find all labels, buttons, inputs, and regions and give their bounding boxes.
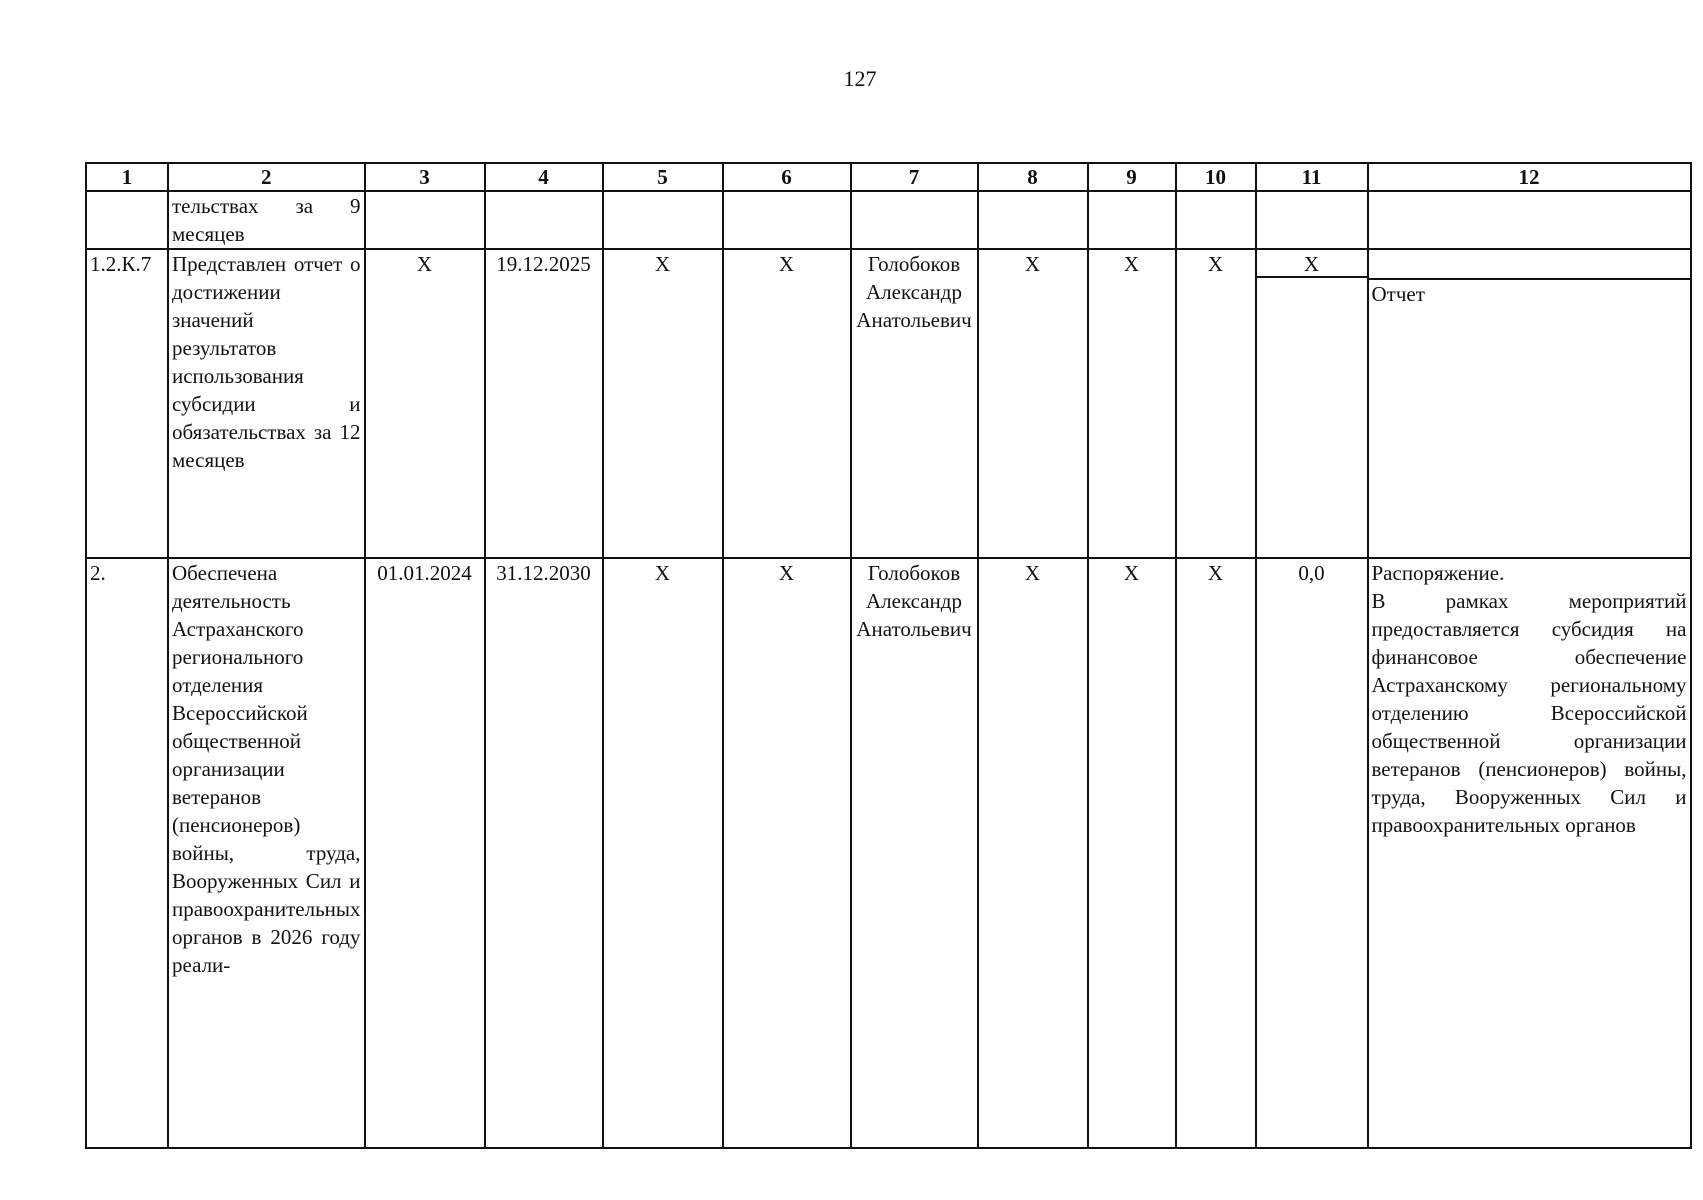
col12-cell — [1368, 191, 1691, 249]
column-header-3: 3 — [365, 163, 485, 191]
result-name-cell: Представлен отчет о достижении значений результатов использования субсидии и обязательствах за 12 месяцев — [168, 249, 365, 558]
col12-text: В рамках мероприятий предоставляется субсидия на финансовое обеспечение Астраханскому региональному отделению Всероссийской общественной организации ветеранов (пенсионеров) войны, труда, Вооруженных Сил и правоохранительных органов — [1371, 589, 1687, 837]
end-date-cell: 19.12.2025 — [485, 249, 603, 558]
start-date-cell — [365, 191, 485, 249]
col5-cell: X — [603, 249, 723, 558]
col12-divider — [1369, 250, 1690, 280]
col10-cell: X — [1176, 558, 1256, 1148]
main-table — [85, 162, 1692, 1149]
col9-cell: X — [1088, 249, 1176, 558]
col12-title: Распоряжение. — [1371, 561, 1505, 585]
header-row — [86, 163, 1691, 191]
responsible-cell: Голобоков Александр Анатольевич — [851, 249, 978, 558]
col11-cell — [1256, 191, 1368, 249]
column-header-11: 11 — [1256, 163, 1368, 191]
column-header-10: 10 — [1176, 163, 1256, 191]
page-number: 127 — [843, 66, 877, 91]
col6-cell: X — [723, 558, 851, 1148]
table-row-2 — [86, 558, 1691, 1148]
responsible-cell — [851, 191, 978, 249]
col12-cell — [1368, 558, 1691, 1148]
row-number-cell: 1.2.К.7 — [86, 249, 168, 558]
column-header-6: 6 — [723, 163, 851, 191]
column-header-2: 2 — [168, 163, 365, 191]
column-header-4: 4 — [485, 163, 603, 191]
col12-cell — [1368, 249, 1691, 558]
col5-cell — [603, 191, 723, 249]
row-number-cell — [86, 191, 168, 249]
col10-cell: X — [1176, 249, 1256, 558]
table-row-1-2-k-7 — [86, 249, 1691, 558]
result-name-cell: тельствах за 9 месяцев — [168, 191, 365, 249]
responsible-cell: Голобоков Александр Анатольевич — [851, 558, 978, 1148]
column-header-12: 12 — [1368, 163, 1691, 191]
column-header-1: 1 — [86, 163, 168, 191]
column-header-8: 8 — [978, 163, 1088, 191]
start-date-cell: X — [365, 249, 485, 558]
col12-text: Отчет — [1371, 282, 1425, 306]
col8-cell: X — [978, 249, 1088, 558]
col9-cell: X — [1088, 558, 1176, 1148]
column-header-5: 5 — [603, 163, 723, 191]
end-date-cell — [485, 191, 603, 249]
result-name-cell: Обеспечена деятельность Астраханского регионального отделения Всероссийской общественной организации ветеранов (пенсионеров) войны, труда, Вооруженных Сил и правоохранительных органов в 2026 году реали- — [168, 558, 365, 1148]
col11-cell: 0,0 — [1256, 558, 1368, 1148]
column-header-7: 7 — [851, 163, 978, 191]
col8-cell — [978, 191, 1088, 249]
col6-cell — [723, 191, 851, 249]
col8-cell: X — [978, 558, 1088, 1148]
col10-cell — [1176, 191, 1256, 249]
col11-cell — [1256, 249, 1368, 558]
column-header-9: 9 — [1088, 163, 1176, 191]
col9-cell — [1088, 191, 1176, 249]
col11-value: X — [1257, 250, 1367, 278]
col5-cell: X — [603, 558, 723, 1148]
col6-cell: X — [723, 249, 851, 558]
row-number-cell: 2. — [86, 558, 168, 1148]
start-date-cell: 01.01.2024 — [365, 558, 485, 1148]
table-row-continuation — [86, 191, 1691, 249]
end-date-cell: 31.12.2030 — [485, 558, 603, 1148]
